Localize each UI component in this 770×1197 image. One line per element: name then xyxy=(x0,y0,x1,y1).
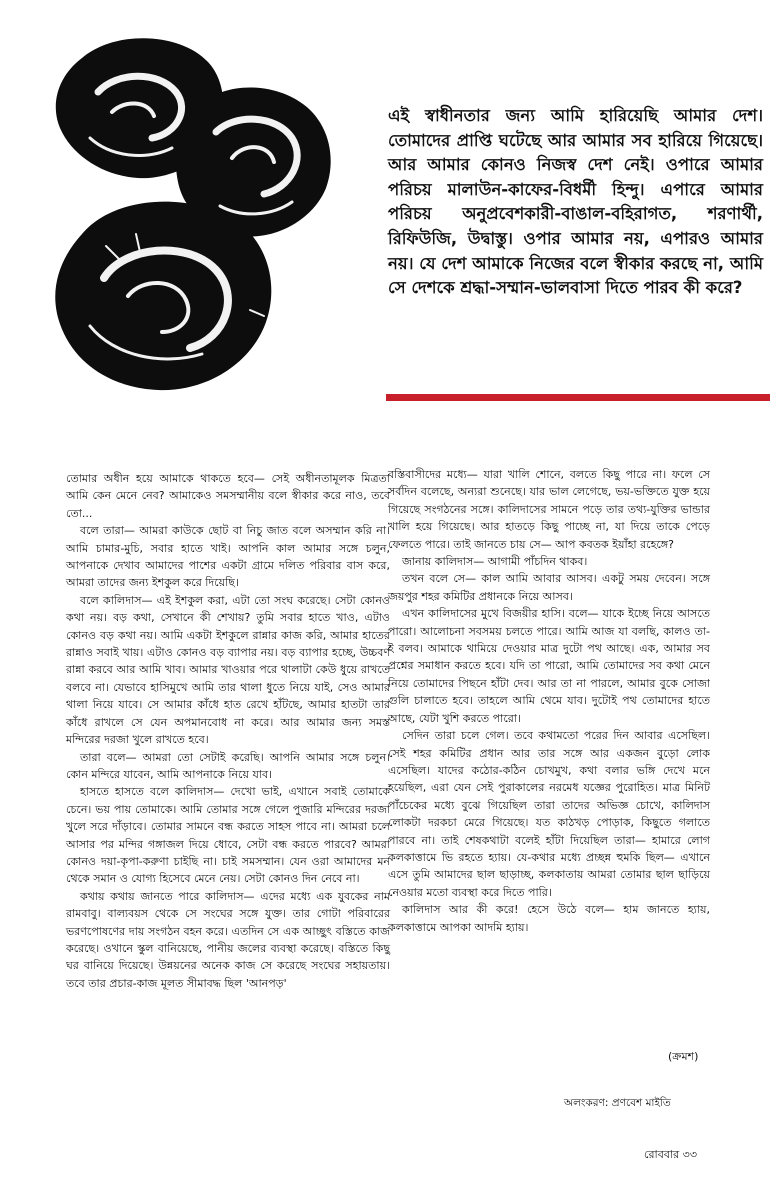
paragraph: কথায় কথায় জানতে পারে কালিদাস— এদের মধ্যে এক যুবকের নাম রামবাবু। বাল্যবয়স থেকে সে সংঘের সঙ্গে যুক্ত। তার গোটা পরিবারের ভরণপোষণের দায় সংগঠন বহন করে। এতদিন সে এক আচ্ছুৎ বস্তিতে কাজ করেছে। ওখানে স্কুল বানিয়েছে, পানীয় জলের ব্যবস্থা করেছে। বস্তিতে কিছু ঘর বানিয়ে দিয়েছে। উন্নয়নের অনেক কাজ সে করেছে সংঘের সহায়তায়। তবে তার প্রচার-কাজ মূলত সীমাবদ্ধ ছিল 'আনপড়' xyxy=(66,889,390,990)
paragraph: জানায় কালিদাস— আগামী পাঁচদিন থাকব। xyxy=(402,555,588,569)
page-folio: রোববার ৩৩ xyxy=(644,1148,697,1161)
article-column-left xyxy=(66,470,390,992)
article-column-right xyxy=(388,466,710,936)
paragraph: বলে কালিদাস— এই ইশকুল করা, এটা তো সংঘ করেছে। সেটা কোনও কথা নয়। বড় কথা, সেখানে কী শেখায়? তুমি সবার হাতে খাও, এটাও কোনও বড় কথা নয়। আমি একটা ইশকুলে রান্নার কাজ করি, আমার হাতের রান্নাও সবাই খায়। এটাও কোনও বড় ব্যাপার নয়। বড় ব্যাপার হচ্ছে, উচ্চবর্ণ রান্না করবে আর আমি খাব। আমার খাওয়ার পরে থালাটা কেউ ধুয়ে রাখতে বলবে না। যেভাবে হাসিমুখে আমি তার থালা ধুতে নিয়ে যাই, সেও আমার থালা নিয়ে যাবে। সে আমার কাঁধে হাত রেখে হাঁটছে, আমার হাতটা তার কাঁধে রাখলে সে যেন অপমানবোধ না করে। আর আমার জন্য সমস্ত মন্দিরের দরজা খুলে রাখতে হবে। xyxy=(66,593,390,747)
to-be-continued-note: (ক্রমশ) xyxy=(668,1050,699,1063)
paragraph: বলে তারা— আমরা কাউকে ছোট বা নিচু জাত বলে অসম্মান করি না। আমি চামার-মুচি, সবার হাতে খাই। আপনি কাল আমার সঙ্গে চলুন, আপনাকে দেখাব আমাদের পাশের একটা গ্রামে দলিত পরিবার বাস করে, আমরা তাদের জন্য ইশকুল করে দিয়েছি। xyxy=(66,524,390,590)
paragraph: সেদিন তারা চলে গেল। তবে কথামতো পরের দিন আবার এসেছিল। সেই শহর কমিটির প্রধান আর তার সঙ্গে আর একজন বুড়ো লোক এসেছিল। যাদের কঠোর-কঠিন চোখমুখ, কথা বলার ভঙ্গি দেখে মনে হয়েছিল, এরা যেন সেই পুরাকালের নরমেধ যজ্ঞের পুরোহিত। মাত্র মিনিট পাঁচেকের মধ্যে বুঝে গিয়েছিল তারা তাদের অভিজ্ঞ চোখে, কালিদাস লোকটা দরকচা মেরে গিয়েছে। যত কাঠখড় পোড়াক, কিছুতে গলাতে পারবে না। তাই শেষকথাটা বলেই হাঁটা দিয়েছিল তারা— হামারে লোগ কলকাত্তামে ভি রহতে হ্যায়। যে-কথার মধ্যে প্রচ্ছন্ন হুমকি ছিল— এখানে এসে তুমি আমাদের ছাল ছাড়াচ্ছ, কলকাতায় আমরা তোমার ছাল ছাড়িয়ে নেওয়ার মতো ব্যবস্থা করে দিতে পারি। xyxy=(388,729,710,899)
paragraph: তখন বলে সে— কাল আমি আবার আসব। একটু সময় দেবেন। সঙ্গে জয়পুর শহর কমিটির প্রধানকে নিয়ে আসব। xyxy=(388,572,710,603)
paragraph: বস্তিবাসীদের মধ্যে— যারা খালি শোনে, বলতে কিছু পারে না। ফলে সে সর্বদিন বলেছে, অন্যরা শুনেছে। যার ভাল লেগেছে, ভয়-ভক্তিতে যুক্ত হয়ে গিয়েছে সংগঠনের সঙ্গে। কালিদাসের সামনে পড়ে তার তথ্য-যুক্তির ভান্ডার খালি হয়ে গিয়েছে। আর হাতড়ে কিছু পাচ্ছে না, যা দিয়ে তাকে পেড়ে ফেলতে পারে। তাই জানতে চায় সে— আপ কবতক ইয়াঁহা রহেঙ্গে? xyxy=(388,468,710,551)
paragraph: এখন কালিদাসের মুখে বিজয়ীর হাসি। বলে— যাকে ইচ্ছে নিয়ে আসতে পারো। আলোচনা সবসময় চলতে পারে। আমি আজ যা বলছি, কালও তা-ই বলব। আমাকে থামিয়ে দেওয়ার মাত্র দুটো পথ আছে। এক, আমার সব প্রশ্নের সমাধান করতে হবে। যদি তা পারো, আমি তোমাদের সব কথা মেনে নিয়ে তোমাদের পিছনে হাঁটা দেব। আর তা না পারলে, আমার বুকে সোজা গুলি চালাতে হবে। তাহলে আমি থেমে যাব। দুটোই পথ তোমাদের হাতে আছে, যেটা খুশি করতে পারো। xyxy=(388,607,710,725)
paragraph: তোমার অধীন হয়ে আমাকে থাকতে হবে— সেই অধীনতামূলক মিত্রতা আমি কেন মেনে নেব? আমাকেও সমসম্মানীয় বলে স্বীকার করে নাও, তবে তো... xyxy=(66,472,390,520)
red-rule-divider xyxy=(386,394,770,401)
paragraph: তারা বলে— আমরা তো সেটাই করেছি। আপনি আমার সঙ্গে চলুন। কোন মন্দিরে যাবেন, আমি আপনাকে নিয়ে যাব। xyxy=(66,750,390,781)
paragraph: হাসতে হাসতে বলে কালিদাস— দেখো ভাই, এখানে সবাই তোমাকে চেনে। ভয় পায় তোমাকে। আমি তোমার সঙ্গে গেলে পুজারি মন্দিরের দরজা খুলে সরে দাঁড়াবে। তোমার সামনে বন্ধ করতে সাহস পাবে না। আমরা চলে আসার পর মন্দির গঙ্গাজল দিয়ে ধোবে, সেটা বন্ধ করতে পারবে? আমরা কোনও দয়া-কৃপা-করুণা চাইছি না। চাই সমসম্মান। যেন ওরা আমাদের মন থেকে সমান ও যোগ্য হিসেবে মেনে নেয়। সেটা কোনও দিন নেবে না। xyxy=(66,785,390,886)
ink-brush-illustration xyxy=(20,20,360,410)
pull-quote: এই স্বাধীনতার জন্য আমি হারিয়েছি আমার দেশ। তোমাদের প্রাপ্তি ঘটেছে আর আমার সব হারিয়ে গিয়েছে। আর আমার কোনও নিজস্ব দেশ নেই। ওপারে আমার পরিচয় মালাউন-কাফের-বিধর্মী হিন্দু। এপারে আমার পরিচয় অনুপ্রবেশকারী-বাঙাল-বহিরাগত, শরণার্থী, রিফিউজি, উদ্বাস্তু। ওপার আমার নয়, এপারও আমার নয়। যে দেশ আমাকে নিজের বলে স্বীকার করছে না, আমি সে দেশকে শ্রদ্ধা-সম্মান-ভালবাসা দিতে পারব কী করে? xyxy=(388,106,763,298)
paragraph: কালিদাস আর কী করে! হেসে উঠে বলে— হাম জানতে হ্যায়, কলকাত্তামে আপকা আদমি হ্যায়। xyxy=(388,903,710,934)
illustration-credit: অলংকরণ: প্রণবেশ মাইতি xyxy=(564,1097,671,1109)
